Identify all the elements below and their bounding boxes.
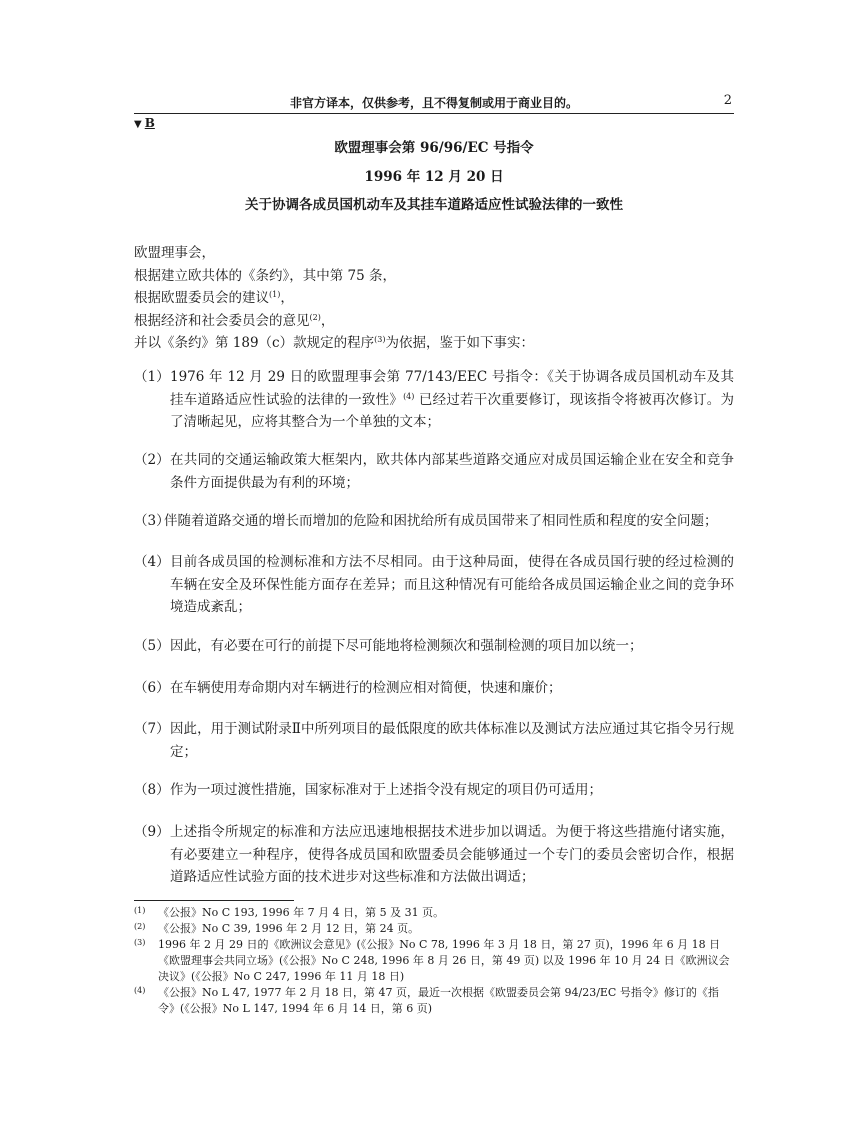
recital-item — [134, 551, 734, 619]
page-number: 2 — [723, 93, 732, 108]
footnote — [134, 921, 734, 937]
directive-subject: 关于协调各成员国机动车及其挂车道路适应性试验法律的一致性 — [245, 197, 623, 213]
recital-text: 目前各成员国的检测标准和方法不尽相同。由于这种局面，使得在各成员国行驶的经过检测的车辆在安全及环保性能方面存在差异；而且这种情况有可能给各成员国运输企业之间的竞争环境造成紊乱； — [170, 554, 734, 615]
footnote-text: 《公报》No C 193, 1996 年 7 月 4 日，第 5 及 31 页。 — [158, 906, 445, 919]
recital-number: （5） — [134, 638, 170, 654]
page-header — [134, 93, 734, 114]
recital-text: 伴随着道路交通的增长而增加的危险和困扰给所有成员国带来了相同性质和程度的安全问题； — [164, 513, 718, 529]
footnote-number: (1) — [134, 906, 146, 915]
recital-item — [134, 635, 734, 658]
footnote — [134, 937, 734, 985]
preamble-line: 并以《条约》第 189（c）款规定的程序$^{(3)}$为依据，鉴于如下事实： — [134, 335, 534, 351]
footnote-number: (2) — [134, 922, 146, 931]
directive-title: 欧盟理事会第 96/96/EC 号指令 — [334, 140, 534, 156]
footnote-ref[interactable]: (4) — [403, 391, 415, 401]
recital-number: （6） — [134, 680, 170, 696]
footnotes — [134, 905, 734, 1017]
recital-number: （2） — [134, 452, 170, 468]
directive-date: 1996 年 12 月 20 日 — [364, 169, 504, 185]
footnote-ref[interactable]: (3) — [374, 335, 386, 344]
footnote-ref[interactable]: (2) — [309, 312, 321, 322]
recital-text: 作为一项过渡性措施，国家标准对于上述指令没有规定的项目仍可适用； — [170, 782, 602, 798]
recital-item — [134, 821, 734, 889]
amendment-marker[interactable] — [134, 116, 155, 130]
recital-item — [134, 510, 734, 533]
amendment-label: B — [144, 116, 155, 130]
footnote-text: 《公报》No C 39, 1996 年 2 月 12 日，第 24 页。 — [158, 922, 420, 935]
triangle-down-icon: ▼ — [134, 119, 142, 130]
preamble-line: 根据欧盟委员会的建议$^{(1)}$， — [134, 290, 294, 306]
footnote-divider — [134, 900, 294, 901]
recital-number: （3） — [134, 513, 170, 529]
recital-number: （7） — [134, 721, 170, 737]
recital-text: 在共同的交通运输政策大框架内，欧共体内部某些道路交通应对成员国运输企业在安全和竞争条件方面提供最为有利的环境； — [170, 452, 734, 491]
recital-text: 1976 年 12 月 29 日的欧盟理事会第 77/143/EEC 号指令：《关于协调各成员国机动车及其挂车道路适应性试验的法律的一致性》$^{(4)}$ 已经过若干次重要修订，现该指令将被再次修订。为了清晰起见，应将其整合为一个单独的文本； — [170, 369, 735, 430]
recital-number: （9） — [134, 824, 170, 840]
footnote-text: 《公报》No L 47, 1977 年 2 月 18 日，第 47 页，最近一次根据《欧盟委员会第 94/23/EC 号指令》修订的《指令》(《公报》No L 147, 1994 年 6 月 14 日，第 6 页) — [158, 986, 719, 1015]
footnote-number: (3) — [134, 938, 146, 947]
preamble-line: 欧盟理事会， — [134, 245, 215, 261]
footnote-text: 1996 年 2 月 29 日的《欧洲议会意见》(《公报》No C 78, 1996 年 3 月 18 日，第 27 页)，1996 年 6 月 18 日《欧盟理事会共同立场》(《公报》No C 248, 1996 年 8 月 26 日，第 49 页) 以及 1996 年 10 月 24 日《欧洲议会决议》(《公报》No C 247, 1996 年 11 月 18 日) — [158, 938, 730, 983]
preamble-line: 根据经济和社会委员会的意见$^{(2)}$， — [134, 312, 335, 329]
preamble — [134, 242, 734, 355]
recital-text: 在车辆使用寿命期内对车辆进行的检测应相对简便，快速和廉价； — [170, 680, 562, 696]
recital-text: 因此，有必要在可行的前提下尽可能地将检测频次和强制检测的项目加以统一； — [170, 638, 643, 654]
footnote — [134, 905, 734, 921]
footnote — [134, 985, 734, 1017]
preamble-line: 根据建立欧共体的《条约》，其中第 75 条， — [134, 267, 397, 284]
footnote-number: (4) — [134, 986, 146, 995]
recital-number: （4） — [134, 554, 170, 570]
recital-text: 上述指令所规定的标准和方法应迅速地根据技术进步加以调适。为便于将这些措施付诸实施，有必要建立一种程序，使得各成员国和欧盟委员会能够通过一个专门的委员会密切合作，根据道路适应性试验方面的技术进步对这些标准和方法做出调适； — [170, 824, 734, 885]
translation-notice: 非官方译本，仅供参考，且不得复制或用于商业目的。 — [289, 96, 578, 110]
recital-item — [134, 779, 734, 802]
footnote-ref[interactable]: (1) — [269, 290, 281, 299]
recital-item — [134, 718, 734, 763]
recital-item — [134, 677, 734, 700]
recital-text: 因此，用于测试附录Ⅱ中所列项目的最低限度的欧共体标准以及测试方法应通过其它指令另行规定； — [170, 721, 734, 760]
recital-item — [134, 366, 734, 434]
recital-item — [134, 449, 734, 494]
recital-number: （1） — [134, 369, 170, 385]
recital-number: （8） — [134, 782, 170, 798]
